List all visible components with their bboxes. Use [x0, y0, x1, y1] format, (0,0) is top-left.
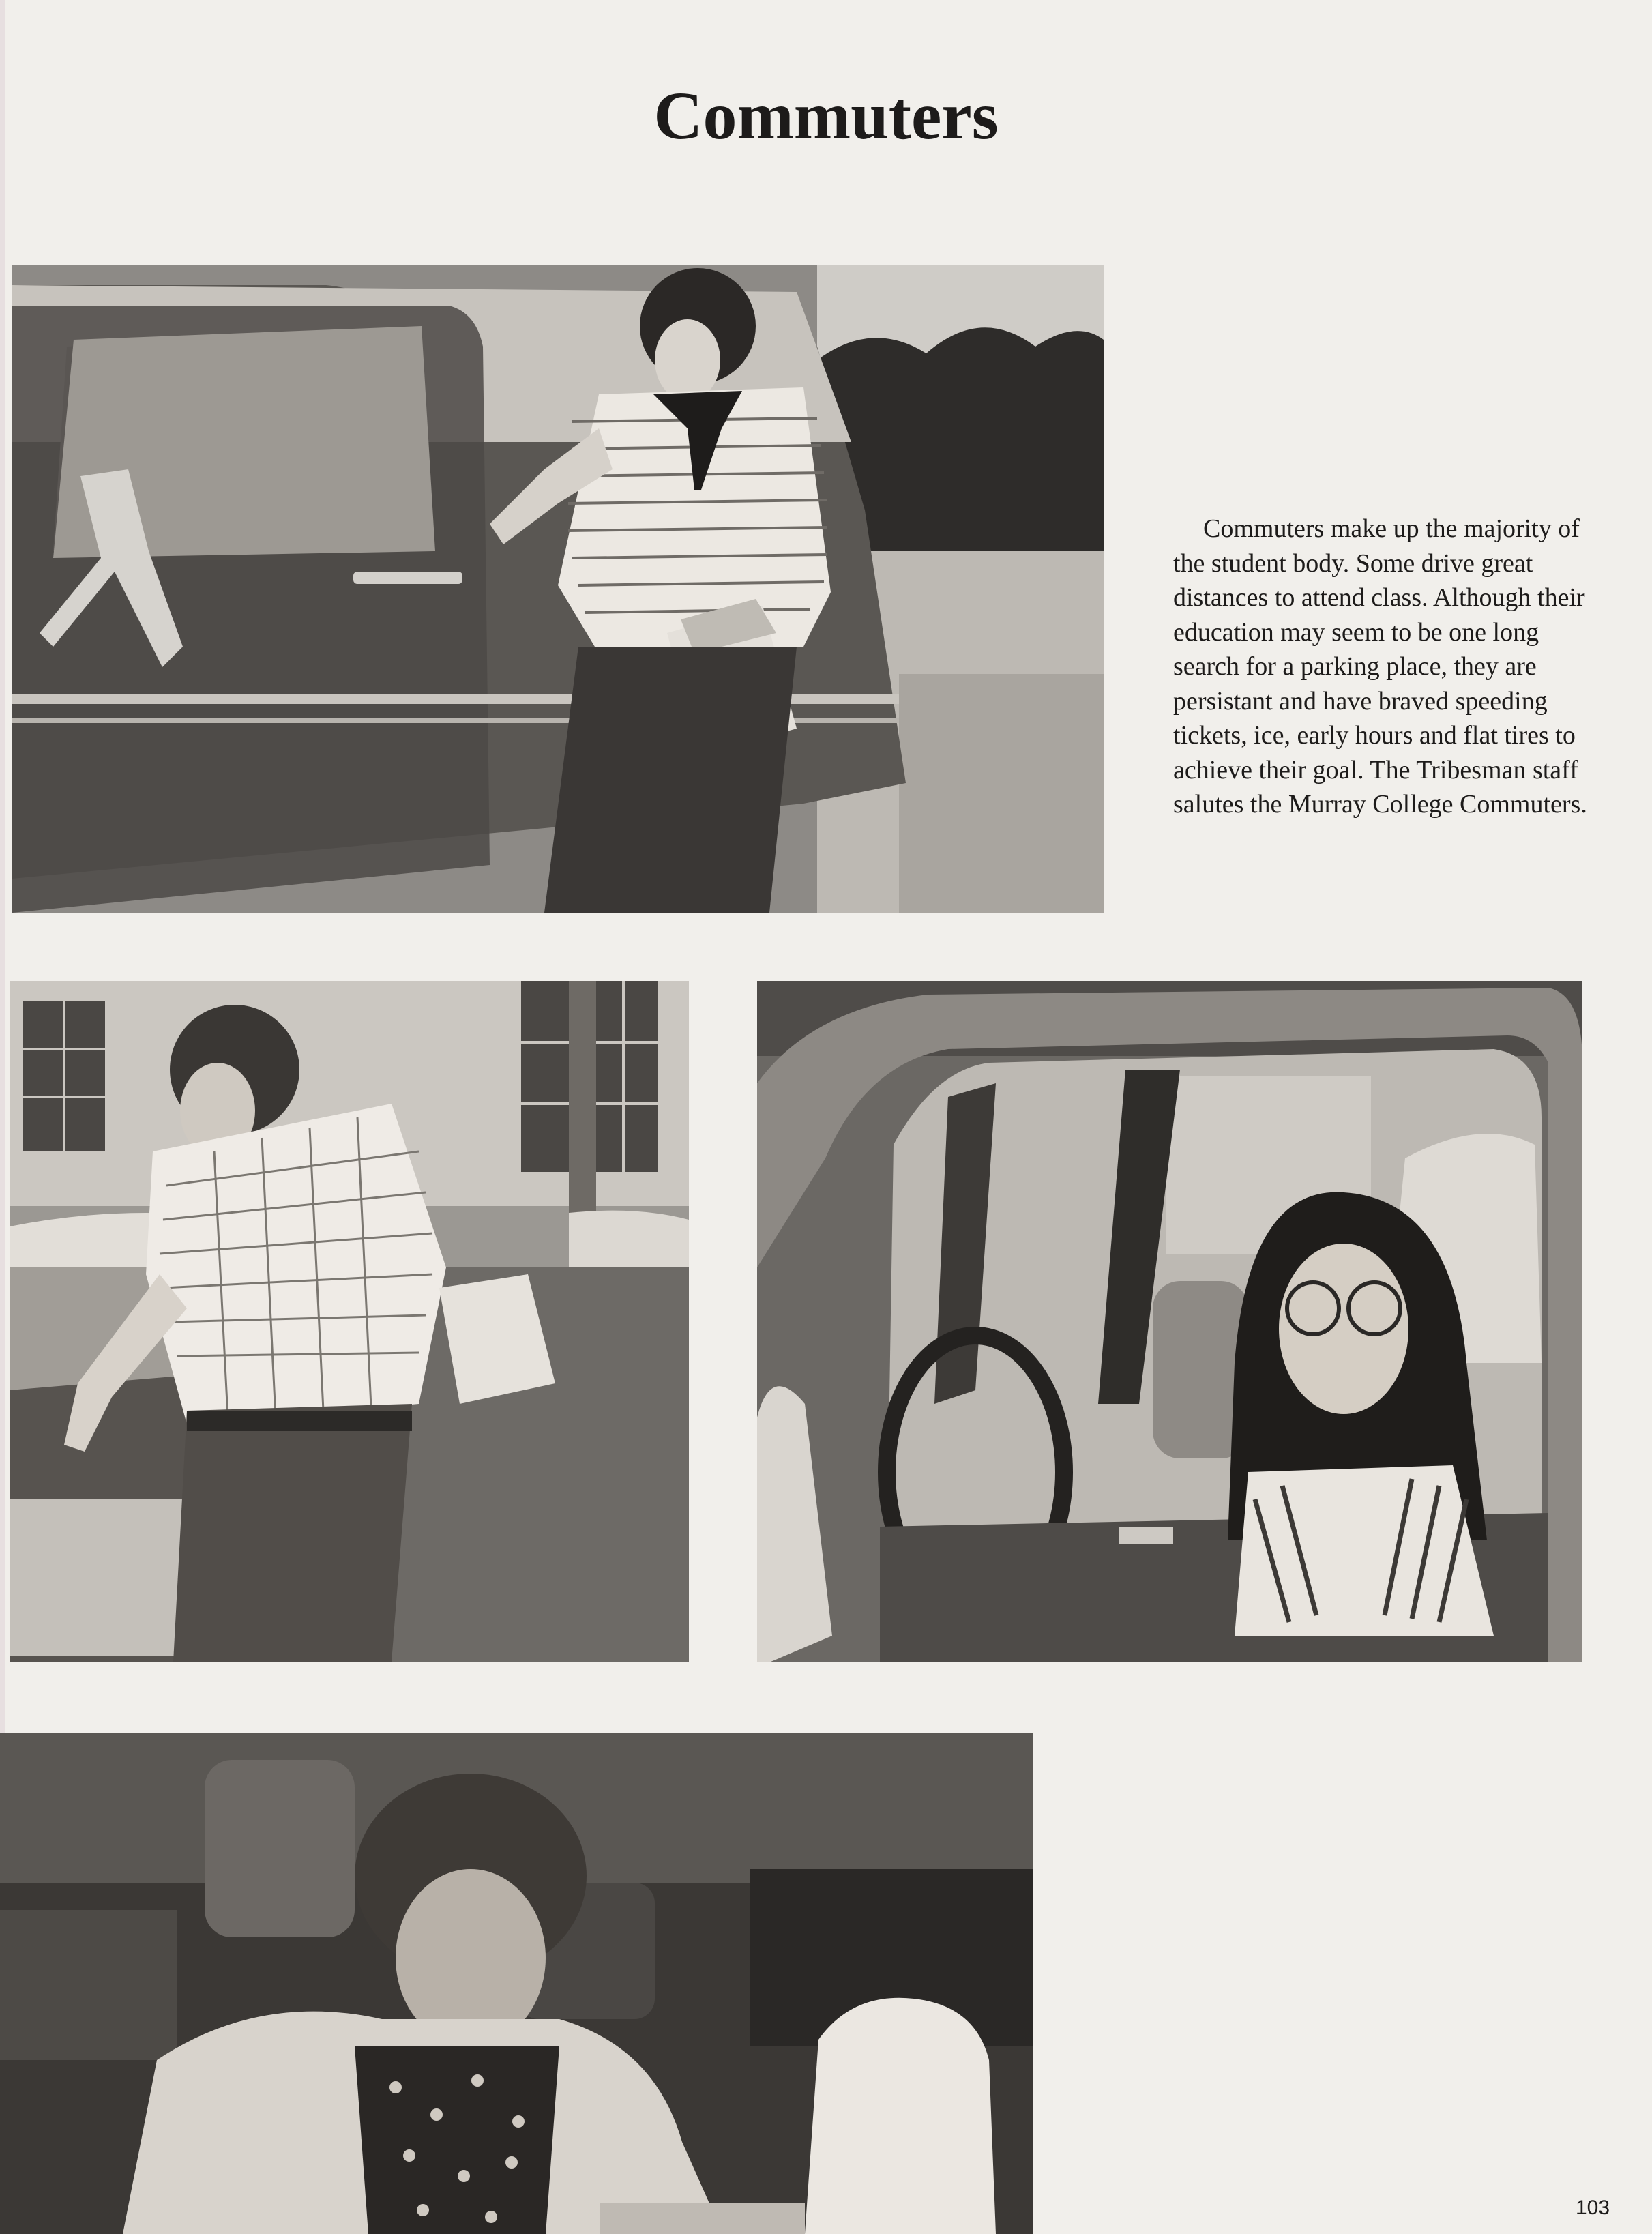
photo-student-with-truck [12, 265, 1104, 913]
page-number: 103 [1576, 2196, 1610, 2219]
caption-text: Commuters make up the majority of the student body. Some drive great distances to attend class. Although their education may seem to be one long search for a parking place, they are persistant and have braved speeding tickets, ice, early hours and flat tires to achieve their goal. The Tribesman staff salutes the Murray College Commuters. [1173, 514, 1587, 819]
photo-student-at-car [10, 981, 689, 1662]
page-title: Commuters [653, 78, 999, 153]
photo-student-studying [0, 1733, 1033, 2234]
photo-student-in-truck [757, 981, 1582, 1662]
